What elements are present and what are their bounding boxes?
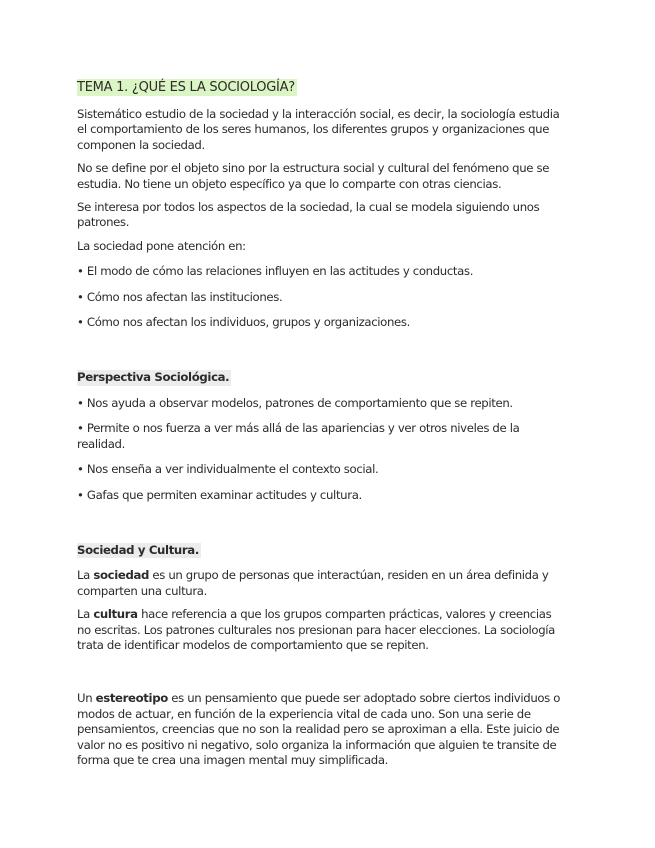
perspectiva-bullet-3: • Nos enseña a ver individualmente el contexto social. [77, 462, 379, 477]
cultura-post: hace referencia a que los grupos comparten prácticas, valores y creencias no escritas. Los patrones culturales nos presionan para hacer elecciones. La sociología trata de identificar modelos de comportamiento que se repiten. [77, 607, 555, 652]
perspectiva-heading: Perspectiva Sociológica. [77, 370, 230, 385]
intro-paragraph-2: No se define por el objeto sino por la estructura social y cultural del fenómeno que se estudia. No tiene un objeto específico ya que lo comparte con otras ciencias. [77, 161, 550, 191]
title-wrap [77, 76, 565, 107]
perspectiva-bullet-2: • Permite o nos fuerza a ver más allá de las apariencias y ver otros niveles de la realidad. [77, 421, 520, 451]
cultura-term: cultura [93, 607, 138, 622]
estereotipo-post: es un pensamiento que puede ser adoptado sobre ciertos individuos o modos de actuar, en función de la experiencia vital de cada uno. Son una serie de pensamientos, creencias que no son la realidad pero se aproximan a ella. Este juicio de valor no es positivo ni negativo, solo organiza la información que alguien te transite de forma que te crea una imagen mental muy simplificada. [77, 691, 561, 767]
cultura-paragraph [77, 607, 565, 653]
sociedad-term: sociedad [93, 568, 150, 583]
spacer [77, 661, 565, 691]
intro-paragraph-1: Sistemático estudio de la sociedad y la interacción social, es decir, la sociología estudia el comportamiento de los seres humanos, los diferentes grupos y organizaciones que componen la sociedad. [77, 107, 560, 152]
intro-bullet-1: • El modo de cómo las relaciones influyen en las actitudes y conductas. [77, 264, 474, 279]
intro-bullet-3: • Cómo nos afectan los individuos, grupos y organizaciones. [77, 315, 410, 330]
sociedad-pre: La [77, 568, 94, 583]
sociedad-cultura-heading: Sociedad y Cultura. [77, 542, 199, 557]
perspectiva-bullet-1: • Nos ayuda a observar modelos, patrones de comportamiento que se repiten. [77, 395, 513, 410]
estereotipo-pre: Un [77, 691, 96, 706]
sociedad-cultura-heading-wrap [77, 539, 565, 558]
estereotipo-paragraph [77, 691, 565, 768]
spacer [77, 513, 565, 539]
perspectiva-heading-wrap [77, 366, 565, 385]
page-title: TEMA 1. ¿QUÉ ES LA SOCIOLOGÍA? [77, 80, 295, 95]
spacer [77, 340, 565, 366]
estereotipo-term: estereotipo [95, 691, 168, 706]
cultura-pre: La [77, 607, 94, 622]
intro-paragraph-4: La sociedad pone atención en: [77, 238, 246, 253]
intro-bullet-2: • Cómo nos afectan las instituciones. [77, 289, 283, 304]
sociedad-paragraph [77, 568, 565, 599]
perspectiva-bullet-4: • Gafas que permiten examinar actitudes y cultura. [77, 487, 362, 502]
intro-paragraph-3: Se interesa por todos los aspectos de la sociedad, la cual se modela siguiendo unos patrones. [77, 200, 540, 230]
sociedad-post: es un grupo de personas que interactúan, residen en un área definida y comparten una cultura. [77, 568, 549, 598]
